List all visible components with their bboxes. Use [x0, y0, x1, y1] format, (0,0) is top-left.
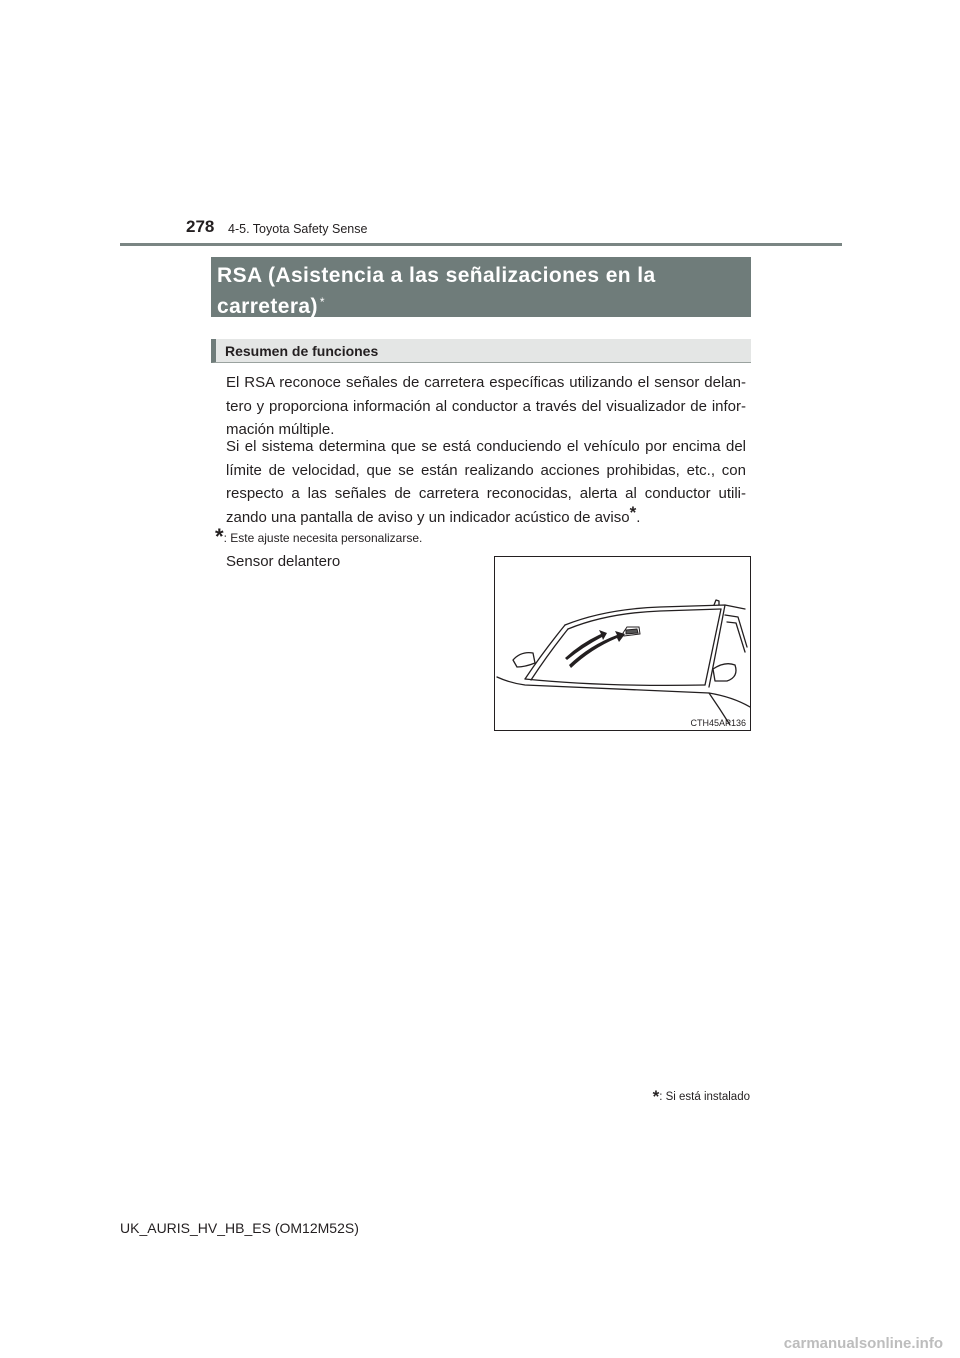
paragraph-intro: El RSA reconoce señales de carretera específicas utilizando el sensor delan-tero y proporciona información al conductor a través del visualizador de infor-mación múltiple. [226, 374, 746, 438]
title-line-1: RSA (Asistencia a las señalizaciones en la [217, 264, 656, 287]
watermark[interactable]: carmanualsonline.info [783, 1335, 943, 1352]
paragraph-alert-text: Si el sistema determina que se está conduciendo el vehículo por encima del límite de velocidad, que se están realizando acciones prohibidas, etc., con respecto a las señales de carretera reconocidas, alerta al conductor utili-zando una pantalla de aviso y un indicador acústico de aviso [226, 438, 746, 526]
paragraph-alert [226, 435, 746, 529]
footnote-personalize-marker: * [215, 524, 224, 549]
windshield-drawing [495, 557, 750, 730]
header-divider [120, 243, 842, 246]
section-title [211, 257, 751, 317]
section-reference: 4-5. Toyota Safety Sense [228, 222, 368, 236]
front-sensor-illustration [494, 556, 751, 731]
figure-label: Sensor delantero [226, 553, 341, 570]
footnote-installed-text: : Si está instalado [659, 1091, 750, 1103]
title-line-2-text: carretera) [217, 295, 318, 318]
paragraph-alert-end: . [636, 508, 641, 526]
document-code: UK_AURIS_HV_HB_ES (OM12M52S) [120, 1220, 359, 1236]
footnote-installed-marker: * [652, 1087, 660, 1106]
subheading: Resumen de funciones [211, 339, 751, 363]
paragraph-alert-marker: * [629, 502, 637, 522]
footnote-installed [653, 1087, 750, 1107]
page-number: 278 [186, 217, 215, 236]
footnote-personalize-text: : Este ajuste necesita personalizarse. [223, 531, 423, 545]
figure-code: CTH45AP136 [690, 718, 746, 728]
footnote-personalize [215, 524, 422, 550]
title-line-2 [217, 289, 743, 320]
title-marker: * [319, 295, 325, 309]
